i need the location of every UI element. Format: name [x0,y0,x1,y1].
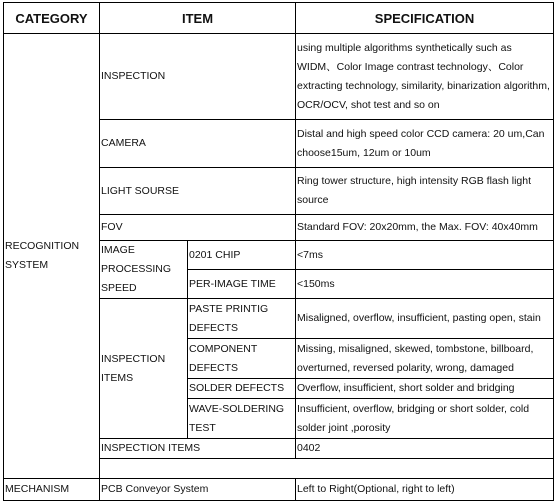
spec-component-defects: Missing, misaligned, skewed, tombstone, billboard, overturned, reversed polarity, wrong, damaged [296,339,554,379]
subitem-paste-printing-defects: PASTE PRINTIG DEFECTS [188,299,296,339]
spec-camera: Distal and high speed color CCD camera: 20 um,Can choose15um, 12um or 10um [296,120,554,168]
item-inspection-items: INSPECTION ITEMS [100,299,188,439]
spec-inspection-items-2: 0402 [296,439,554,459]
category-recognition-system: RECOGNITION SYSTEM [4,34,100,479]
spec-solder-defects: Overflow, insufficient, short solder and bridging [296,379,554,399]
item-light-source: LIGHT SOURSE [100,168,296,215]
specification-table [3,2,554,501]
header-row [4,3,554,34]
header-category: CATEGORY [4,3,100,34]
subitem-0201-chip: 0201 CHIP [188,241,296,270]
spec-per-image-time: <150ms [296,270,554,299]
item-fov: FOV [100,215,296,241]
item-inspection-items-2: INSPECTION ITEMS [100,439,296,459]
subitem-solder-defects: SOLDER DEFECTS [188,379,296,399]
header-item: ITEM [100,3,296,34]
spec-wave-soldering-test: Insufficient, overflow, bridging or short solder, cold solder joint ,porosity [296,399,554,439]
item-inspection: INSPECTION [100,34,296,120]
subitem-component-defects: COMPONENT DEFECTS [188,339,296,379]
spec-fov: Standard FOV: 20x20mm, the Max. FOV: 40x40mm [296,215,554,241]
item-image-processing-speed: IMAGE PROCESSING SPEED [100,241,188,299]
item-camera: CAMERA [100,120,296,168]
spec-paste-printing-defects: Misaligned, overflow, insufficient, pasting open, stain [296,299,554,339]
spacer-cell [100,459,554,479]
item-pcb-conveyor-system: PCB Conveyor System [100,479,296,501]
category-mechanism: MECHANISM [4,479,100,501]
spec-inspection: using multiple algorithms synthetically such as WIDM、Color Image contrast technology、Color extracting technology, similarity, binarization algorithm, OCR/OCV, shot test and so on [296,34,554,120]
subitem-per-image-time: PER-IMAGE TIME [188,270,296,299]
spec-pcb-conveyor-system: Left to Right(Optional, right to left) [296,479,554,501]
table-row [4,34,554,120]
spec-0201-chip: <7ms [296,241,554,270]
header-specification: SPECIFICATION [296,3,554,34]
spec-light-source: Ring tower structure, high intensity RGB flash light source [296,168,554,215]
subitem-wave-soldering-test: WAVE-SOLDERING TEST [188,399,296,439]
